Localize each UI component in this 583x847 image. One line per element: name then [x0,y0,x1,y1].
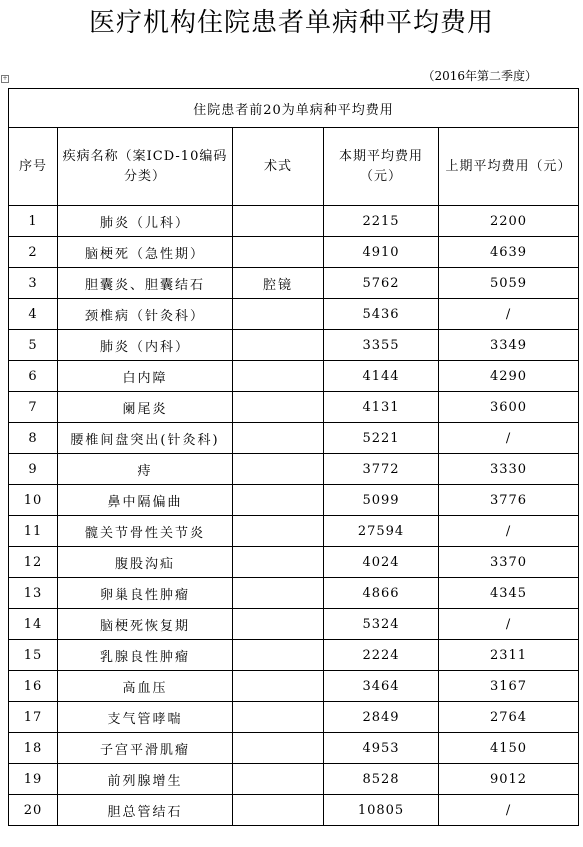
table-row [9,671,579,702]
cell-index: 15 [9,640,58,671]
cell-index: 19 [9,764,58,795]
cell-procedure [233,609,324,640]
cell-procedure [233,764,324,795]
cell-current-avg: 4866 [324,578,439,609]
table-row [9,299,579,330]
table-row [9,485,579,516]
cell-previous-avg: 4150 [439,733,579,764]
table-row [9,640,579,671]
table-row [9,578,579,609]
cell-procedure [233,485,324,516]
cell-disease: 前列腺增生 [58,764,233,795]
cell-previous-avg: / [439,516,579,547]
fee-table-body [9,89,579,826]
cell-index: 13 [9,578,58,609]
cell-index: 17 [9,702,58,733]
table-row [9,516,579,547]
table-row [9,609,579,640]
cell-previous-avg: / [439,299,579,330]
cell-procedure [233,516,324,547]
cell-previous-avg: / [439,795,579,826]
table-row [9,454,579,485]
cell-index: 12 [9,547,58,578]
header-index: 序号 [9,128,58,206]
cell-disease: 胆总管结石 [58,795,233,826]
table-row [9,547,579,578]
cell-current-avg: 5221 [324,423,439,454]
period-note: （2016年第二季度） [422,69,537,83]
header-current-avg: 本期平均费用（元） [324,128,439,206]
cell-current-avg: 5436 [324,299,439,330]
cell-index: 3 [9,268,58,299]
cell-disease: 腹股沟疝 [58,547,233,578]
cell-disease: 颈椎病（针灸科） [58,299,233,330]
cell-previous-avg: 2764 [439,702,579,733]
cell-disease: 肺炎（内科） [58,330,233,361]
cell-procedure [233,392,324,423]
cell-procedure [233,206,324,237]
cell-procedure [233,733,324,764]
cell-disease: 胆囊炎、胆囊结石 [58,268,233,299]
cell-current-avg: 5324 [324,609,439,640]
cell-disease: 脑梗死（急性期） [58,237,233,268]
table-row [9,423,579,454]
cell-index: 18 [9,733,58,764]
cell-disease: 髋关节骨性关节炎 [58,516,233,547]
cell-current-avg: 2224 [324,640,439,671]
table-row [9,764,579,795]
table-row [9,361,579,392]
cell-disease: 卵巢良性肿瘤 [58,578,233,609]
cell-procedure [233,671,324,702]
cell-current-avg: 3355 [324,330,439,361]
cell-procedure [233,454,324,485]
cell-previous-avg: 3776 [439,485,579,516]
cell-procedure [233,578,324,609]
cell-disease: 乳腺良性肿瘤 [58,640,233,671]
cell-index: 10 [9,485,58,516]
cell-disease: 白内障 [58,361,233,392]
cell-previous-avg: 3349 [439,330,579,361]
cell-procedure [233,361,324,392]
table-row [9,392,579,423]
header-procedure: 术式 [233,128,324,206]
cell-procedure [233,423,324,454]
cell-disease: 高血压 [58,671,233,702]
cell-index: 8 [9,423,58,454]
cell-disease: 脑梗死恢复期 [58,609,233,640]
header-row [9,128,579,206]
table-caption: 住院患者前20为单病种平均费用 [9,89,579,128]
table-row [9,702,579,733]
cell-disease: 痔 [58,454,233,485]
cell-disease: 鼻中隔偏曲 [58,485,233,516]
cell-current-avg: 3464 [324,671,439,702]
cell-previous-avg: 3330 [439,454,579,485]
cell-procedure [233,702,324,733]
cell-previous-avg: 3600 [439,392,579,423]
cell-current-avg: 5762 [324,268,439,299]
cell-previous-avg: 3370 [439,547,579,578]
cell-disease: 腰椎间盘突出(针灸科) [58,423,233,454]
cell-current-avg: 4144 [324,361,439,392]
table-row [9,330,579,361]
cell-disease: 子宫平滑肌瘤 [58,733,233,764]
cell-procedure [233,547,324,578]
cell-current-avg: 5099 [324,485,439,516]
cell-current-avg: 2849 [324,702,439,733]
cell-procedure [233,299,324,330]
caption-row [9,89,579,128]
cell-index: 5 [9,330,58,361]
cell-index: 20 [9,795,58,826]
page-title: 医疗机构住院患者单病种平均费用 [88,8,494,38]
cell-index: 11 [9,516,58,547]
cell-previous-avg: 5059 [439,268,579,299]
cell-index: 4 [9,299,58,330]
cell-previous-avg: 3167 [439,671,579,702]
cell-procedure [233,237,324,268]
cell-current-avg: 4953 [324,733,439,764]
cell-previous-avg: 2200 [439,206,579,237]
cell-current-avg: 4910 [324,237,439,268]
fee-table [8,88,579,826]
table-row [9,795,579,826]
cell-index: 7 [9,392,58,423]
cell-current-avg: 27594 [324,516,439,547]
cell-current-avg: 4131 [324,392,439,423]
cell-current-avg: 8528 [324,764,439,795]
cell-previous-avg: / [439,609,579,640]
cell-current-avg: 10805 [324,795,439,826]
header-disease: 疾病名称（案ICD-10编码分类） [58,128,233,206]
cell-previous-avg: 2311 [439,640,579,671]
cell-disease: 阑尾炎 [58,392,233,423]
header-previous-avg: 上期平均费用（元） [439,128,579,206]
table-row [9,237,579,268]
table-row [9,268,579,299]
cell-previous-avg: / [439,423,579,454]
cell-procedure [233,795,324,826]
cell-index: 6 [9,361,58,392]
cell-current-avg: 3772 [324,454,439,485]
cell-current-avg: 4024 [324,547,439,578]
cell-index: 2 [9,237,58,268]
cell-disease: 支气管哮喘 [58,702,233,733]
cell-index: 1 [9,206,58,237]
cell-previous-avg: 4290 [439,361,579,392]
cell-procedure: 腔镜 [233,268,324,299]
cell-index: 14 [9,609,58,640]
cell-disease: 肺炎（儿科） [58,206,233,237]
table-anchor-icon[interactable]: + [2,75,8,82]
cell-previous-avg: 4639 [439,237,579,268]
table-row [9,206,579,237]
cell-procedure [233,640,324,671]
cell-index: 16 [9,671,58,702]
cell-procedure [233,330,324,361]
cell-current-avg: 2215 [324,206,439,237]
table-row [9,733,579,764]
cell-index: 9 [9,454,58,485]
cell-previous-avg: 9012 [439,764,579,795]
cell-previous-avg: 4345 [439,578,579,609]
